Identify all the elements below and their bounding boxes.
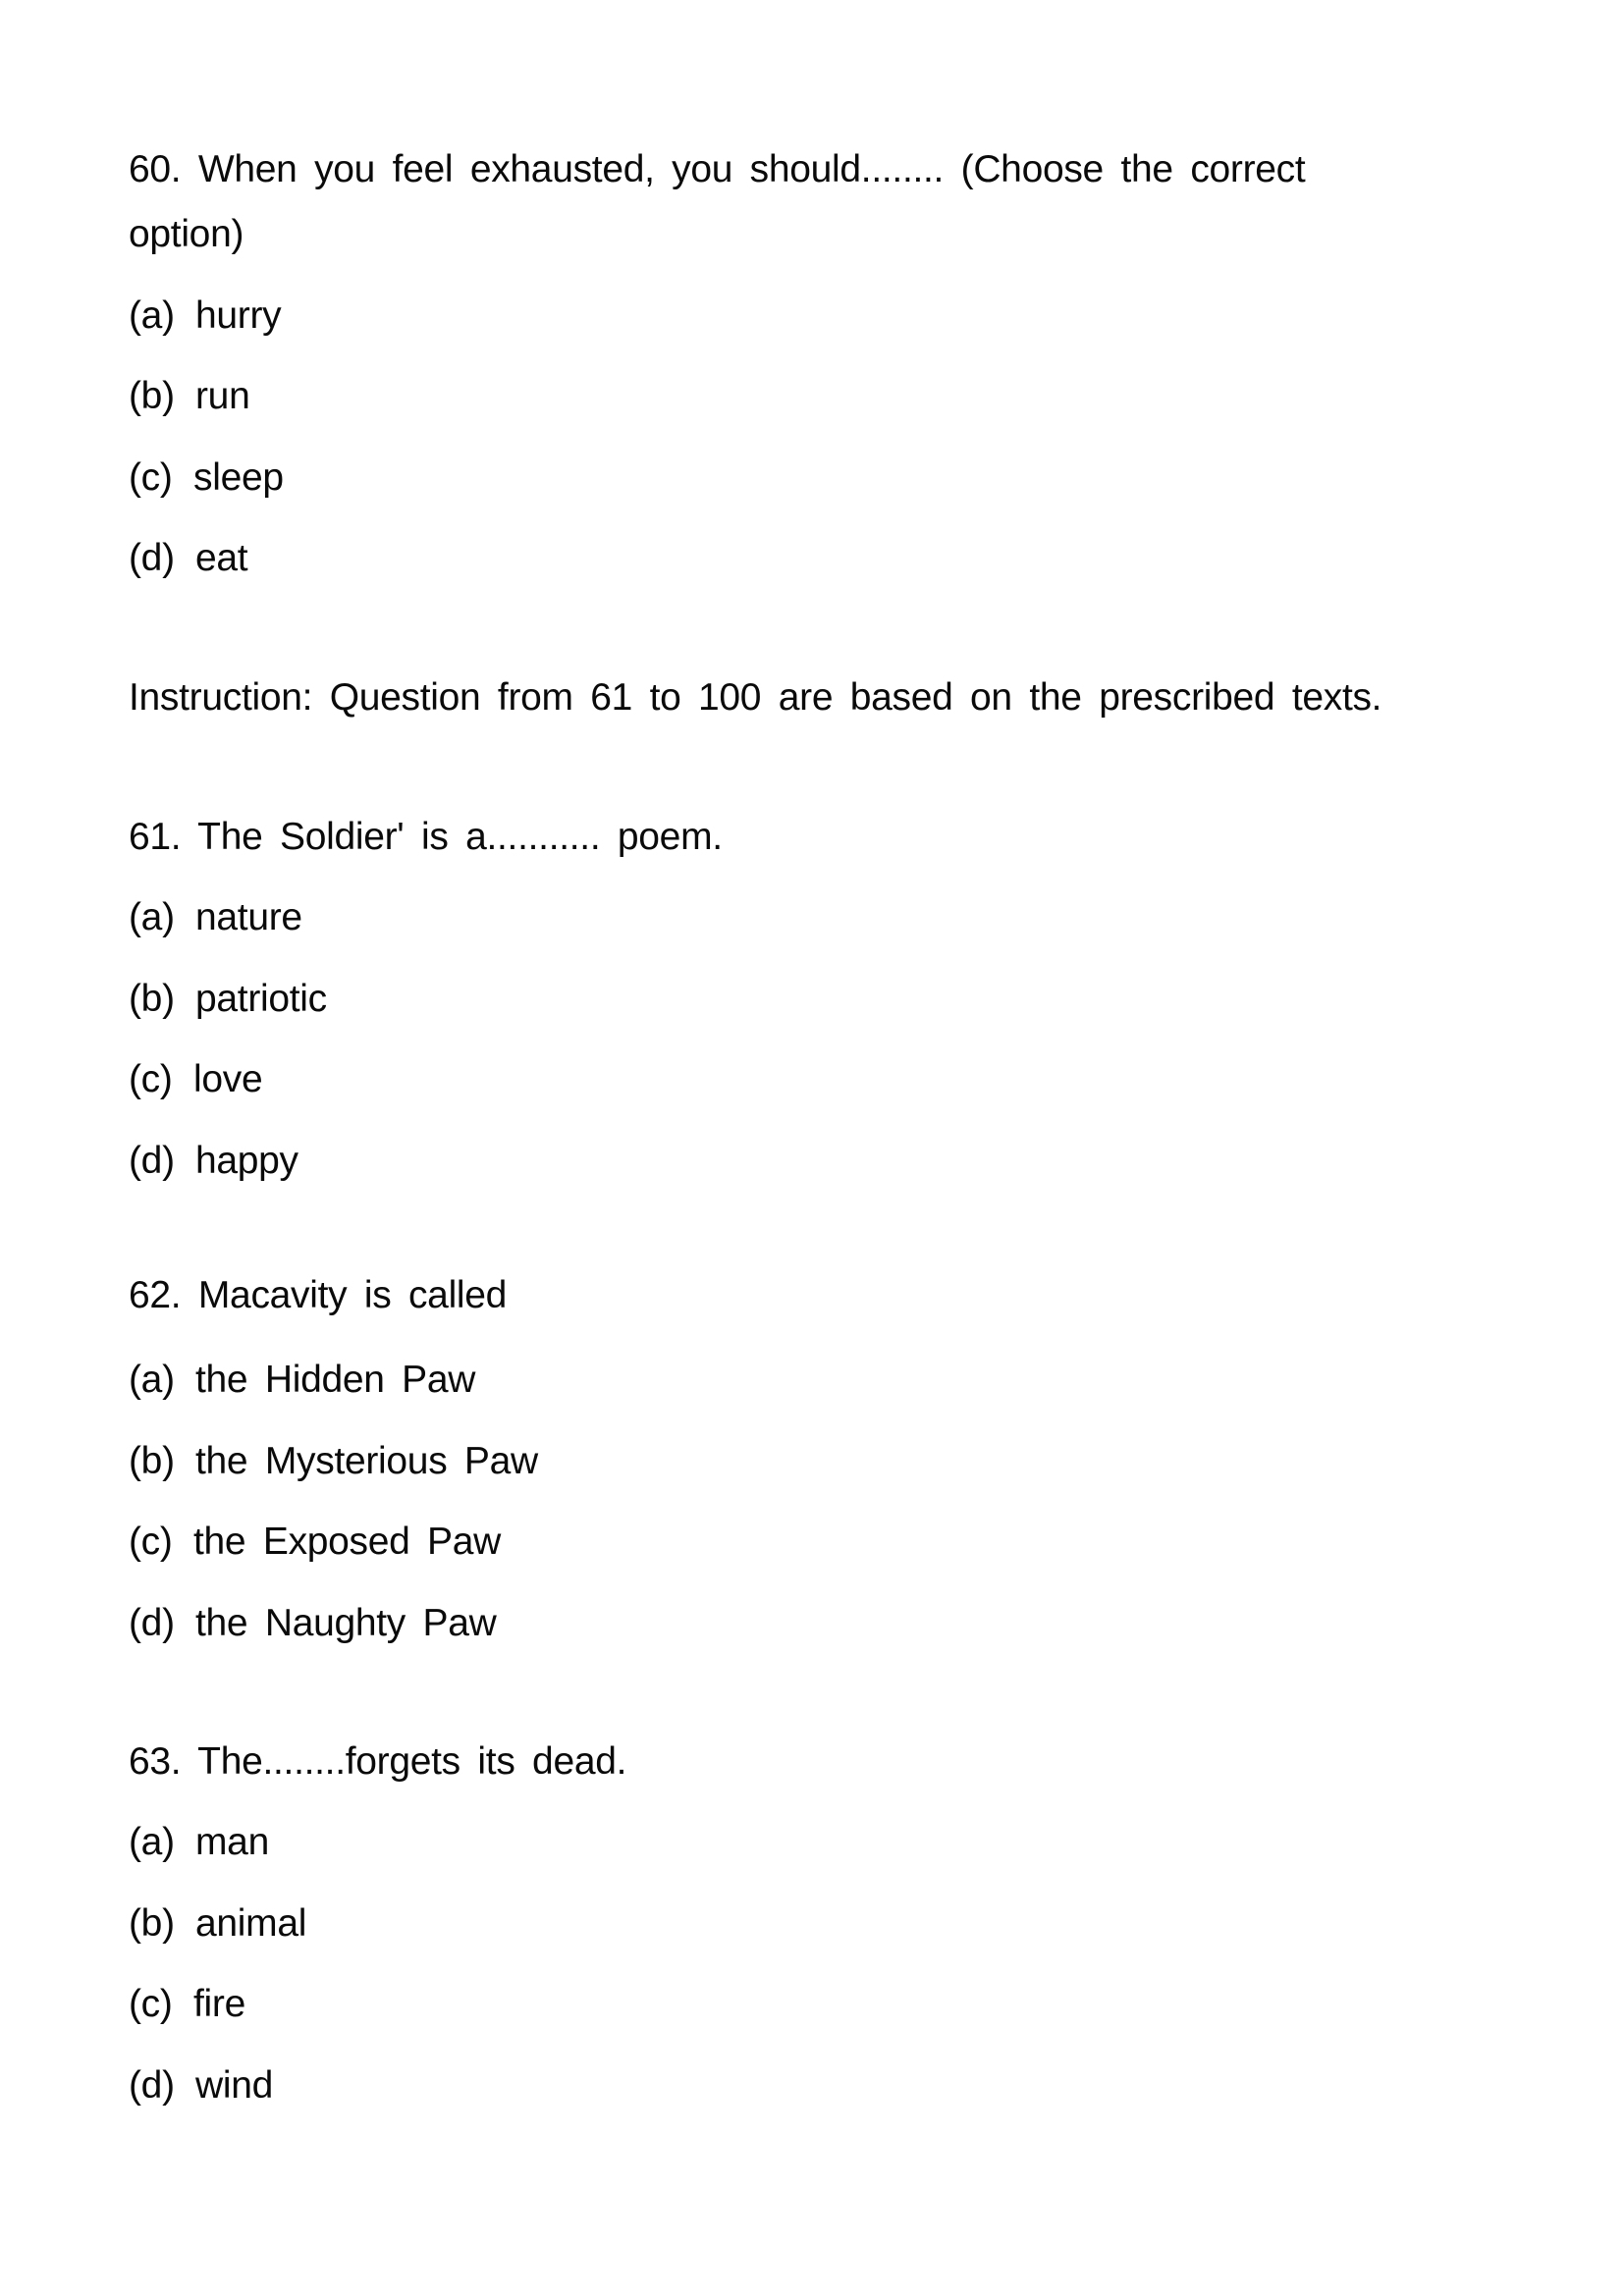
question-number: 63. — [129, 1740, 182, 1783]
option-a — [129, 296, 281, 335]
option-text: wind — [195, 2064, 274, 2107]
option-c — [129, 1060, 262, 1098]
question-62-stem — [129, 1276, 507, 1314]
question-text: The Soldier' is a........... poem. — [197, 816, 723, 858]
option-d — [129, 539, 247, 577]
option-c — [129, 1985, 245, 2023]
option-label: (c) — [129, 456, 173, 499]
option-label: (c) — [129, 1058, 173, 1100]
option-d — [129, 2066, 273, 2105]
option-text: the Hidden Paw — [195, 1359, 476, 1401]
option-a — [129, 1361, 475, 1399]
option-b — [129, 1904, 306, 1943]
option-text: run — [195, 375, 250, 417]
option-label: (d) — [129, 2064, 175, 2107]
question-60-stem-line2 — [129, 215, 244, 253]
option-text: hurry — [195, 294, 282, 337]
option-text: nature — [195, 896, 302, 938]
question-text: The........forgets its dead. — [197, 1740, 627, 1783]
option-text: patriotic — [195, 978, 327, 1020]
option-label: (d) — [129, 537, 175, 579]
option-text: the Naughty Paw — [195, 1602, 497, 1644]
option-label: (b) — [129, 1440, 175, 1482]
option-b — [129, 1442, 538, 1480]
option-d — [129, 1604, 497, 1642]
option-text: fire — [193, 1983, 245, 2025]
question-number: 60. — [129, 148, 182, 190]
question-number: 62. — [129, 1274, 182, 1316]
question-63-stem — [129, 1742, 626, 1781]
option-text: the Exposed Paw — [193, 1521, 502, 1563]
option-text: sleep — [193, 456, 284, 499]
option-text: love — [193, 1058, 263, 1100]
option-b — [129, 377, 249, 415]
option-label: (b) — [129, 978, 175, 1020]
option-text: eat — [195, 537, 248, 579]
option-b — [129, 980, 327, 1018]
instruction-text: Instruction: Question from 61 to 100 are based on the prescribed texts. — [129, 676, 1382, 719]
option-text: happy — [195, 1140, 298, 1182]
question-text: Macavity is called — [197, 1274, 508, 1316]
option-label: (d) — [129, 1602, 175, 1644]
question-number: 61. — [129, 816, 182, 858]
question-61-stem — [129, 818, 723, 856]
option-text: the Mysterious Paw — [195, 1440, 538, 1482]
question-text: When you feel exhausted, you should........ (Choose the correct — [197, 148, 1306, 190]
option-a — [129, 898, 302, 936]
option-label: (b) — [129, 1902, 175, 1945]
option-label: (a) — [129, 896, 175, 938]
option-c — [129, 458, 284, 497]
option-label: (c) — [129, 1521, 173, 1563]
option-text: man — [195, 1821, 269, 1863]
question-text-continued: option) — [129, 213, 244, 255]
option-label: (a) — [129, 1359, 175, 1401]
option-text: animal — [195, 1902, 307, 1945]
option-a — [129, 1823, 269, 1861]
option-c — [129, 1522, 501, 1561]
option-label: (a) — [129, 1821, 175, 1863]
option-label: (b) — [129, 375, 175, 417]
option-d — [129, 1142, 298, 1180]
option-label: (d) — [129, 1140, 175, 1182]
option-label: (c) — [129, 1983, 173, 2025]
option-label: (a) — [129, 294, 175, 337]
question-60-stem-line1 — [129, 150, 1305, 188]
